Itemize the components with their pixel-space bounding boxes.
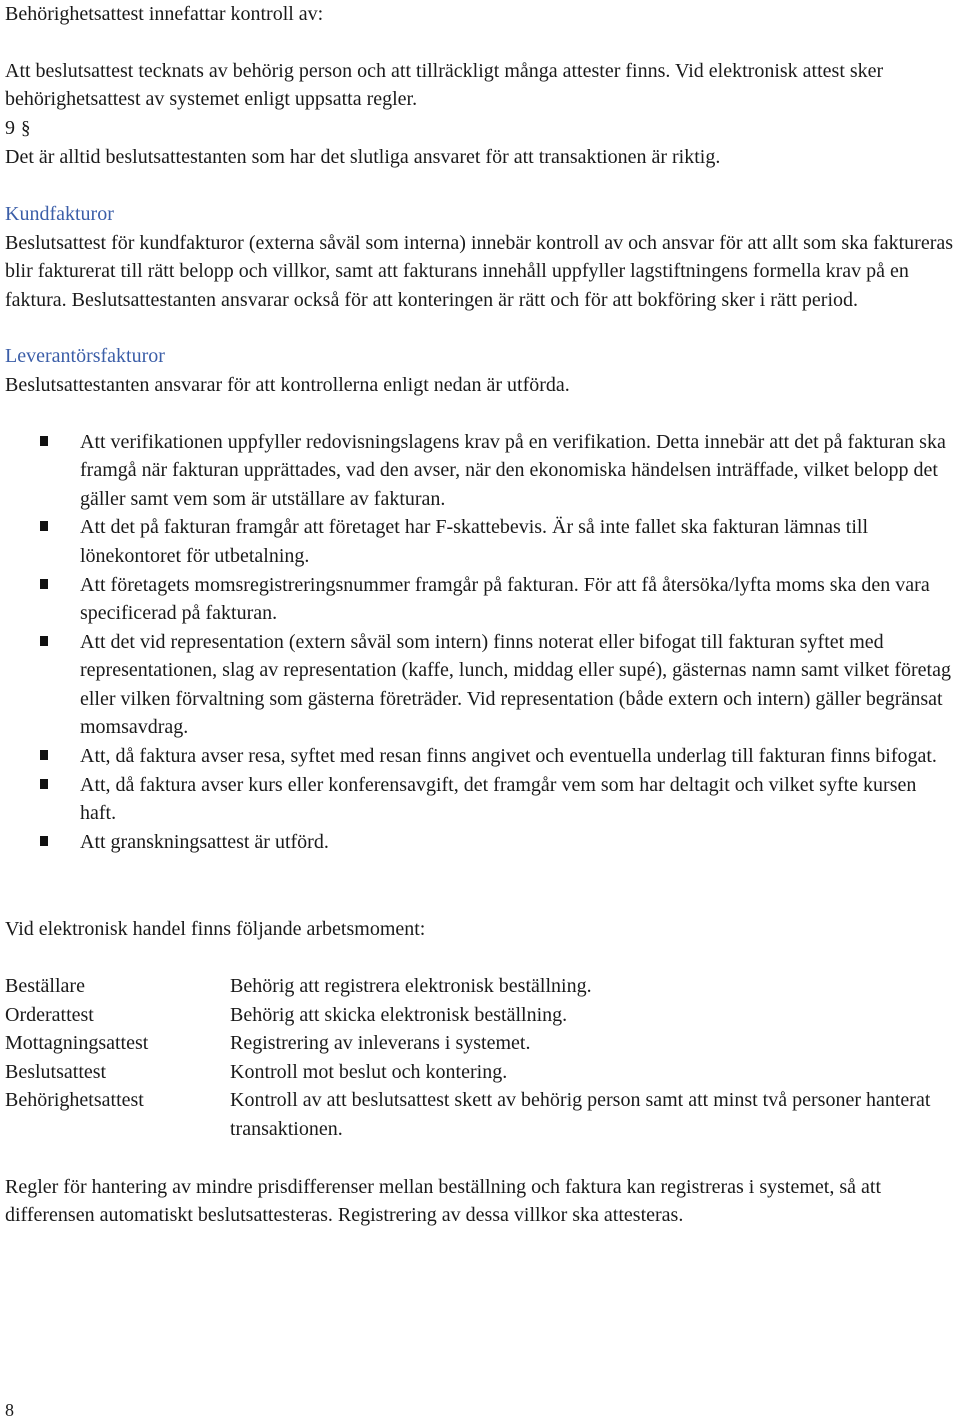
step-role: Beställare	[5, 975, 85, 998]
step-description: Kontroll av att beslutsattest skett av behörig person samt att minst två personer hanterat transaktionen.	[230, 1089, 931, 1140]
list-item-text: Att, då faktura avser resa, syftet med resan finns angivet och eventuella underlag till fakturan finns bifogat.	[80, 745, 937, 768]
regler-paragraph: Regler för hantering av mindre prisdifferenser mellan beställning och faktura kan registreras i systemet, så att differensen automatiskt beslutsattesteras. Registrering av dessa villkor ska attesteras.	[5, 1175, 881, 1227]
list-item-text: Att det vid representation (extern såväl som intern) finns noterat eller bifogat till fakturan syftet med representationen, slag av representation (kaffe, lunch, middag eller supé), gästernas namn samt vilket företag eller vilken förvaltning som gästerna företräder. Vid representation (både extern och intern) gäller begränsat momsavdrag.	[80, 630, 951, 739]
work-steps-table	[5, 972, 955, 1144]
bullet-square-icon	[40, 750, 48, 760]
bullet-square-icon	[40, 636, 48, 646]
list-item-text: Att granskningsattest är utförd.	[80, 830, 329, 853]
bullet-square-icon	[40, 436, 48, 446]
leverantorsfakturor-body: Beslutsattestanten ansvarar för att kontrollerna enligt nedan är utförda.	[5, 373, 570, 396]
table-row	[5, 1029, 955, 1058]
list-item-text: Att verifikationen uppfyller redovisningslagens krav på en verifikation. Detta innebär att det på fakturan ska framgå när fakturan upprättades, vad den avser, när den ekonomiska händelsen inträffade, vilket belopp det gäller samt vem som är utställare av fakturan.	[80, 430, 946, 510]
list-item	[5, 513, 955, 570]
step-description: Kontroll mot beslut och kontering.	[230, 1060, 508, 1083]
bullet-square-icon	[40, 521, 48, 531]
list-item	[5, 771, 955, 828]
step-description: Behörig att registrera elektronisk beställning.	[230, 975, 592, 998]
kundfakturor-heading: Kundfakturor	[5, 202, 114, 225]
leverantorsfakturor-heading: Leverantörsfakturor	[5, 345, 165, 368]
section-reference	[5, 114, 955, 144]
list-item-text: Att, då faktura avser kurs eller konferensavgift, det framgår vem som har deltagit och vilket syfte kursen haft.	[80, 773, 917, 825]
list-item	[5, 428, 955, 514]
list-item	[5, 628, 955, 742]
bullet-square-icon	[40, 836, 48, 846]
list-item-text: Att det på fakturan framgår att företaget har F-skattebevis. Är så inte fallet ska fakturan lämnas till lönekontoret för utbetalning.	[80, 516, 869, 567]
step-description: Registrering av inleverans i systemet.	[230, 1032, 531, 1055]
table-row	[5, 1086, 955, 1143]
list-item	[5, 828, 955, 857]
list-item-text: Att företagets momsregistreringsnummer framgår på fakturan. För att få återsöka/lyfta moms ska den vara specificerad på fakturan.	[80, 573, 930, 625]
step-role: Mottagningsattest	[5, 1032, 149, 1055]
step-role: Beslutsattest	[5, 1060, 107, 1083]
control-list	[5, 428, 955, 857]
section-text: Det är alltid beslutsattestanten som har det slutliga ansvaret för att transaktionen är riktig.	[5, 146, 721, 169]
section-symbol: §	[21, 117, 31, 139]
table-row	[5, 1001, 955, 1030]
page-number: 8	[5, 1400, 14, 1420]
step-role: Behörighetsattest	[5, 1089, 144, 1112]
section-number: 9	[5, 116, 15, 139]
table-row	[5, 1058, 955, 1087]
intro-body: Att beslutsattest tecknats av behörig person och att tillräckligt många attester finns. Vid elektronisk attest sker behörighetsattest av systemet enligt uppsatta regler.	[5, 59, 884, 111]
step-role: Orderattest	[5, 1003, 94, 1026]
ehandel-intro: Vid elektronisk handel finns följande arbetsmoment:	[5, 918, 426, 941]
intro-heading: Behörighetsattest innefattar kontroll av:	[5, 3, 324, 25]
document-page	[5, 0, 955, 1230]
bullet-square-icon	[40, 779, 48, 789]
kundfakturor-body: Beslutsattest för kundfakturor (externa såväl som interna) innebär kontroll av och ansvar för att allt som ska faktureras blir fakturerat till rätt belopp och villkor, samt att fakturans innehåll uppfyller lagstiftningens formella krav på en faktura. Beslutsattestanten ansvarar också för att konteringen är rätt och för att bokföring sker i rätt period.	[5, 231, 954, 311]
step-description: Behörig att skicka elektronisk beställning.	[230, 1003, 568, 1026]
list-item	[5, 742, 955, 771]
list-item	[5, 571, 955, 628]
table-row	[5, 972, 955, 1001]
bullet-square-icon	[40, 579, 48, 589]
